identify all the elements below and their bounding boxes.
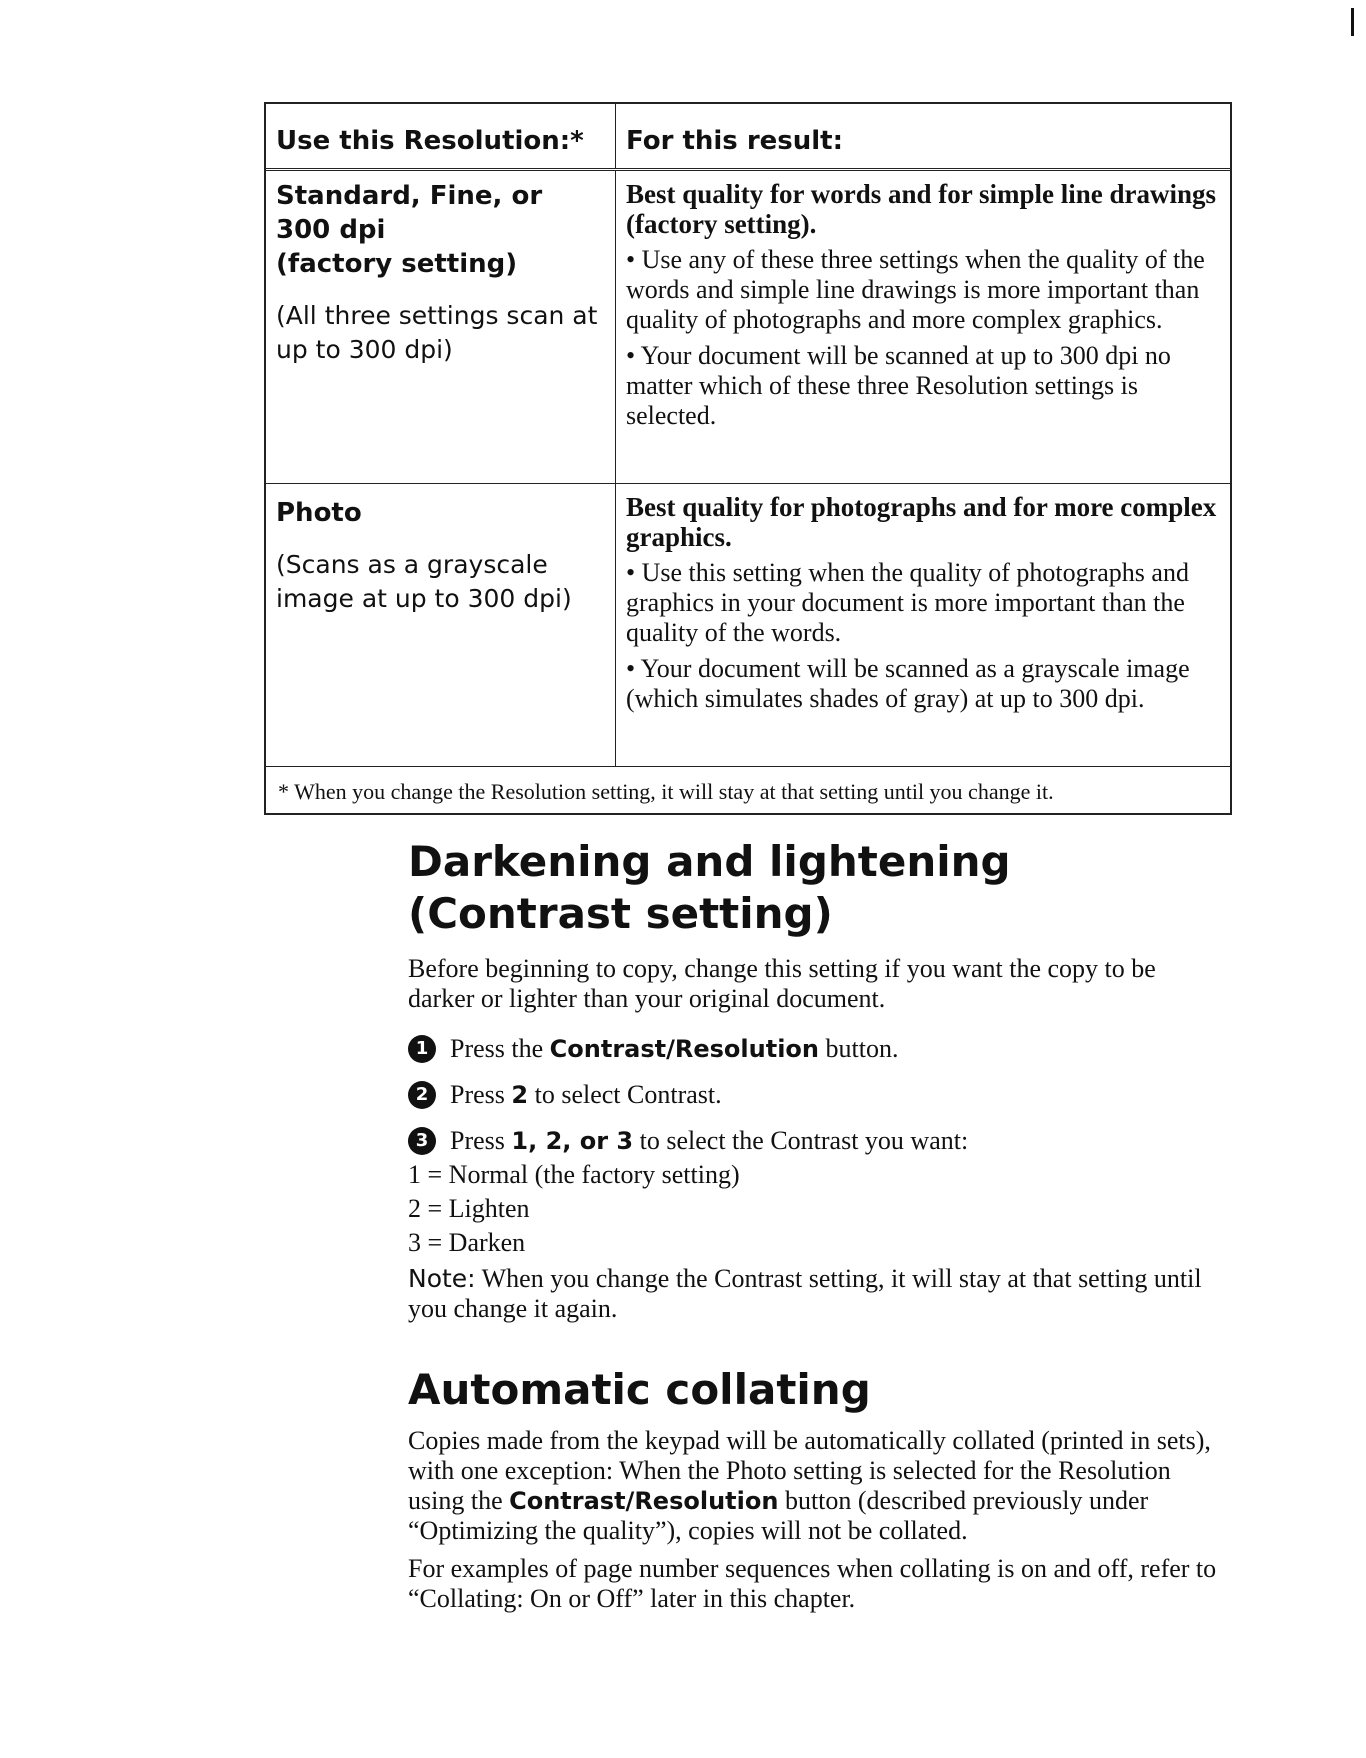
result-bullet: • Your document will be scanned as a grayscale image (which simulates shades of gray) at up to 300 dpi. — [626, 654, 1190, 713]
result-bullet: • Use this setting when the quality of photographs and graphics in your document is more important than the quality of the words. — [626, 558, 1189, 647]
collating-text-post: button (described previously under “Optimizing the quality”), copies will not be collated. — [408, 1486, 1149, 1545]
step-item — [408, 1126, 1228, 1156]
result-title: Best quality for photographs and for more complex graphics. — [626, 492, 1217, 552]
result-bullet: • Use any of these three settings when the quality of the words and simple line drawings is more important than quality of photographs and more complex graphics. — [626, 245, 1205, 334]
step-number-icon: 2 — [408, 1081, 436, 1109]
resolution-option-name: 300 dpi — [276, 215, 386, 245]
resolution-option-name: (factory setting) — [276, 249, 518, 279]
collating-paragraph: For examples of page number sequences when collating is on and off, refer to “Collating: On or Off” later in this chapter. — [408, 1554, 1217, 1613]
collating-section-title: Automatic collating — [408, 1365, 871, 1414]
step-text — [450, 1034, 898, 1064]
collating-paragraph — [408, 1426, 1228, 1546]
contrast-intro: Before beginning to copy, change this setting if you want the copy to be darker or lighter than your original document. — [408, 954, 1156, 1013]
step-key-label: 1, 2, or 3 — [511, 1127, 634, 1155]
step-text-post: to select the Contrast you want: — [633, 1126, 969, 1155]
step-item — [408, 1080, 1228, 1110]
result-cell — [616, 171, 1230, 483]
note-line: image at up to 300 dpi) — [276, 584, 572, 613]
table-row — [266, 483, 1230, 766]
step-number-icon: 3 — [408, 1127, 436, 1155]
collating-section-body — [408, 1426, 1228, 1622]
table-footnote: * When you change the Resolution setting, it will stay at that setting until you change it. — [266, 766, 1230, 813]
resolution-cell — [266, 171, 616, 483]
contrast-section-title — [408, 836, 1011, 940]
note-text: When you change the Contrast setting, it will stay at that setting until you change it again. — [408, 1264, 1202, 1323]
step-text — [450, 1080, 722, 1110]
resolution-option-note — [276, 548, 605, 616]
step-text-pre: Press — [450, 1080, 512, 1109]
contrast-note — [408, 1264, 1228, 1324]
step-text-pre: Press the — [450, 1034, 550, 1063]
page-edge-mark — [1351, 8, 1354, 36]
resolution-option-name: Standard, Fine, or — [276, 181, 543, 211]
step-text-post: button. — [819, 1034, 899, 1063]
step-text — [450, 1126, 968, 1156]
contrast-title-line: Darkening and lightening — [408, 837, 1011, 886]
note-line: (All three settings scan at — [276, 301, 598, 330]
contrast-option: 3 = Darken — [408, 1228, 526, 1257]
note-label: Note: — [408, 1264, 476, 1293]
contrast-option: 1 = Normal (the factory setting) — [408, 1160, 740, 1189]
table-header-resolution — [266, 104, 616, 168]
contrast-resolution-button-label: Contrast/Resolution — [549, 1035, 820, 1063]
result-cell — [616, 484, 1230, 766]
step-number-icon: 1 — [408, 1035, 436, 1063]
step-text-pre: Press — [450, 1126, 512, 1155]
step-item — [408, 1034, 1228, 1064]
step-key-label: 2 — [511, 1081, 529, 1109]
contrast-section-body — [408, 954, 1228, 1332]
result-bullet: • Your document will be scanned at up to 300 dpi no matter which of these three Resolution settings is selected. — [626, 341, 1171, 430]
resolution-cell — [266, 484, 616, 766]
table-row — [266, 171, 1230, 483]
contrast-resolution-button-label: Contrast/Resolution — [509, 1487, 779, 1515]
contrast-option: 2 = Lighten — [408, 1194, 530, 1223]
note-line: up to 300 dpi) — [276, 335, 453, 364]
table-header-row — [266, 104, 1230, 171]
collating-text-pre: Copies made from the keypad will be automatically collated (printed in sets), with one exception: When the Photo setting is selected for the Resolution using the — [408, 1426, 1211, 1515]
resolution-option-note — [276, 299, 605, 367]
table-header-result — [616, 104, 1230, 168]
resolution-option-name: Photo — [276, 498, 362, 528]
header-result-label: For this result: — [626, 126, 844, 156]
step-text-post: to select Contrast. — [528, 1080, 722, 1109]
contrast-title-line: (Contrast setting) — [408, 889, 833, 938]
resolution-table — [264, 102, 1232, 815]
note-line: (Scans as a grayscale — [276, 550, 548, 579]
header-resolution-label: Use this Resolution:* — [276, 126, 584, 156]
result-title: Best quality for words and for simple line drawings (factory setting). — [626, 179, 1217, 239]
